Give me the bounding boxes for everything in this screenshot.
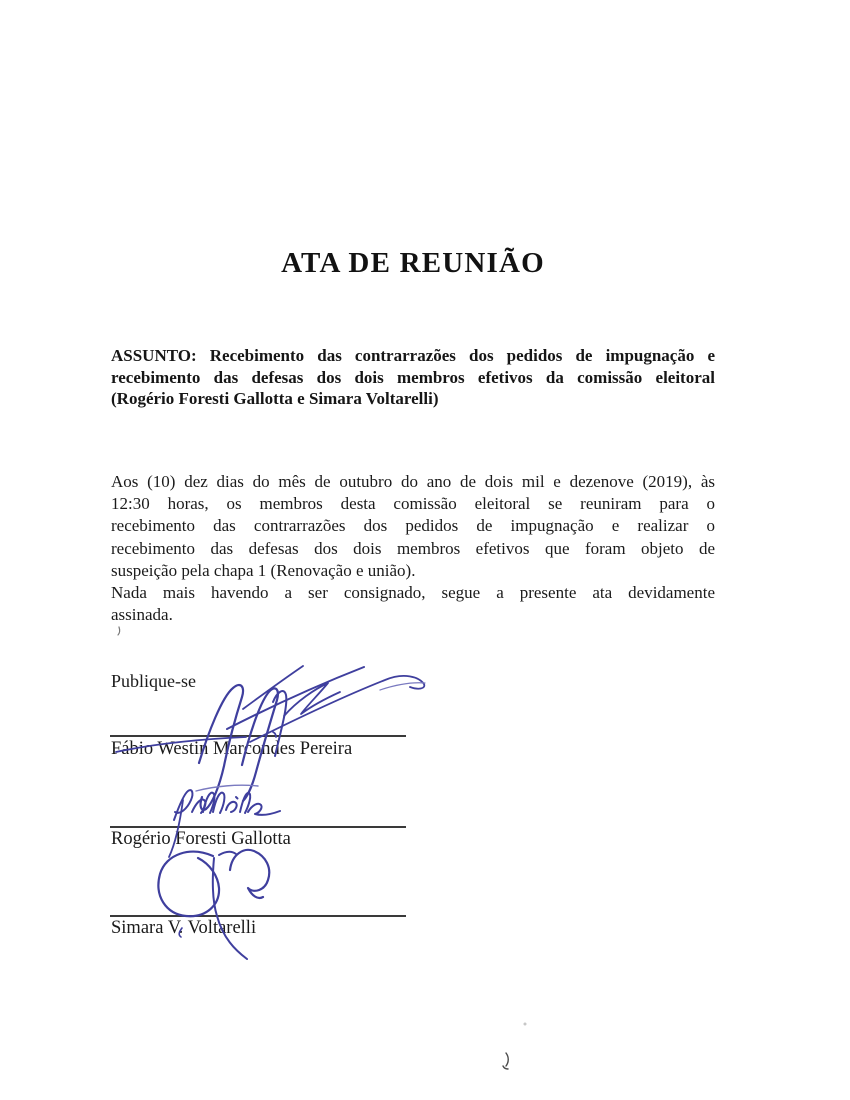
document-title: ATA DE REUNIÃO (281, 247, 545, 279)
signature-stroke (213, 858, 247, 959)
body-paragraph (111, 471, 715, 626)
subject-line-1: ASSUNTO: Recebimento das contrarrazões dos pedidos de impugnação e (111, 346, 715, 365)
body-line-6: Nada mais havendo a ser consignado, segue a presente ata devidamente (111, 583, 715, 603)
signature-simara-ink (158, 850, 269, 959)
body-line-5: suspeição pela chapa 1 (Renovação e união). (111, 560, 416, 580)
signature-stroke (248, 804, 280, 815)
signature-stroke (174, 790, 192, 820)
body-line-1: Aos (10) dez dias do mês de outubro do ano de dois mil e dezenove (2019), às (111, 472, 715, 491)
signature-stroke (226, 802, 237, 812)
speck-under-assinada (118, 627, 120, 635)
signature-stroke (240, 793, 250, 813)
publish-order-text: Publique-se (111, 671, 196, 691)
subject-line-3: (Rogério Foresti Gallotta e Simara Voltarelli) (111, 389, 439, 408)
signature-stroke (213, 793, 224, 813)
speck-bottom-center (503, 1053, 508, 1069)
signature-line-1 (110, 735, 406, 737)
signatory-name-2: Rogério Foresti Gallotta (111, 829, 291, 849)
signature-stroke (158, 852, 219, 917)
signature-stroke (203, 793, 214, 813)
signature-stroke (192, 800, 205, 813)
signatory-name-3: Simara V. Voltarelli (111, 918, 257, 938)
speck-faint-dot (524, 1023, 527, 1026)
body-line-3: recebimento das contrarrazões dos pedidos de impugnação e realizar o (111, 516, 715, 536)
subject-line-2: recebimento das defesas dos dois membros efetivos da comissão eleitoral (111, 367, 715, 387)
signature-stroke (230, 850, 269, 898)
body-line-4: recebimento das defesas dos dois membros efetivos que foram objeto de (111, 538, 715, 558)
signature-stroke (236, 797, 238, 799)
body-line-2: 12:30 horas, os membros desta comissão eleitoral se reuniram para o (111, 494, 715, 514)
signature-stroke (196, 785, 258, 791)
signatory-name-1: Fábio Westin Marcondes Pereira (111, 739, 353, 759)
signature-stroke (219, 852, 236, 855)
body-line-7: assinada. (111, 605, 173, 625)
subject-paragraph (111, 345, 715, 410)
